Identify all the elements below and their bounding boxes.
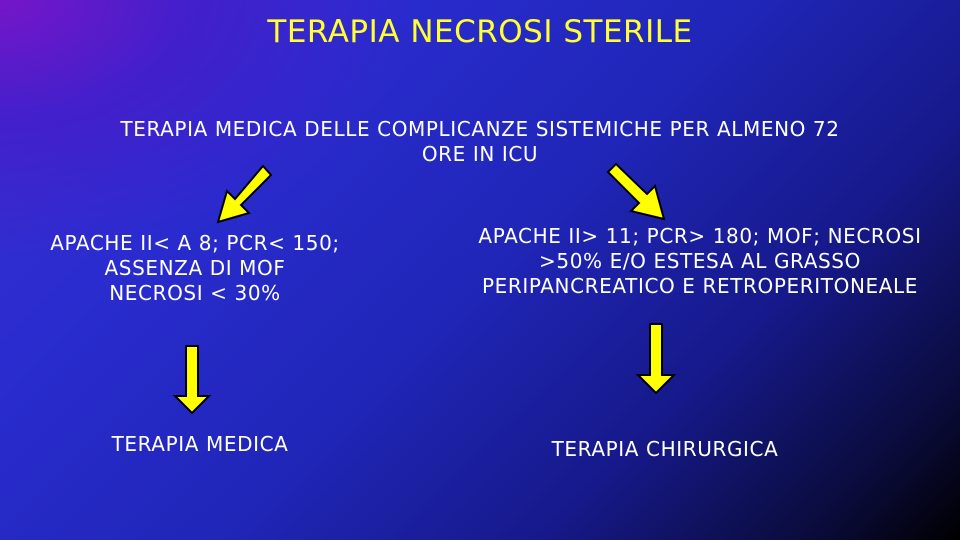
left-condition-line: ASSENZA DI MOF [104, 256, 286, 280]
arrow-down-right-column-icon [638, 324, 674, 393]
left-condition-line: NECROSI < 30% [109, 281, 281, 305]
right-condition-line: >50% E/O ESTESA AL GRASSO [539, 249, 861, 273]
arrow-down-left-icon [218, 166, 271, 222]
arrow-down-right-icon [608, 164, 664, 219]
surgical-therapy-result: TERAPIA CHIRURGICA [551, 437, 779, 461]
left-condition-line: APACHE II< A 8; PCR< 150; [50, 231, 340, 255]
left-condition-text [10, 231, 380, 306]
right-condition-text [440, 224, 960, 299]
right-condition-line: APACHE II> 11; PCR> 180; MOF; NECROSI [478, 224, 922, 248]
arrow-down-left-column-icon [175, 346, 209, 413]
medical-therapy-result: TERAPIA MEDICA [111, 432, 289, 456]
right-condition-line: PERIPANCREATICO E RETROPERITONEALE [481, 274, 918, 298]
root-therapy-text: TERAPIA MEDICA DELLE COMPLICANZE SISTEMICHE PER ALMENO 72 ORE IN ICU [120, 117, 840, 166]
slide-title: TERAPIA NECROSI STERILE [267, 14, 693, 50]
